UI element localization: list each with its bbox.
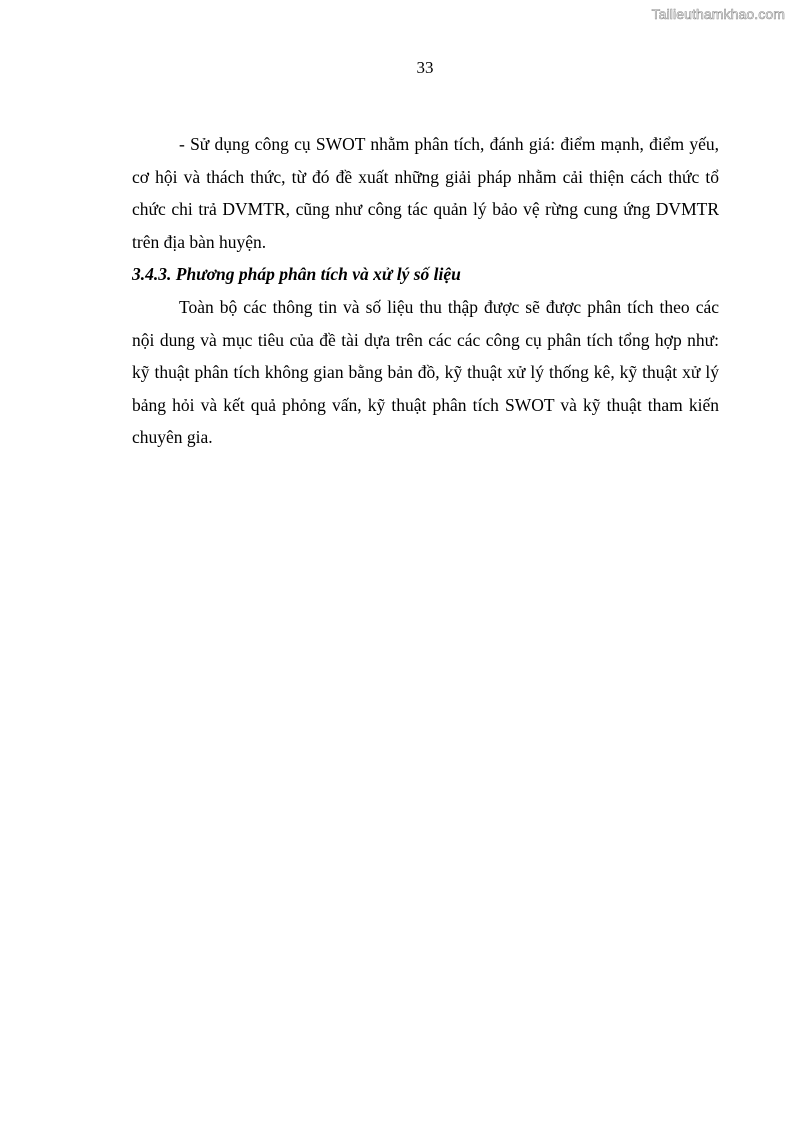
paragraph-swot: - Sử dụng công cụ SWOT nhằm phân tích, đánh giá: điểm mạnh, điểm yếu, cơ hội và thách thức, từ đó đề xuất những giải pháp nhằm cải thiện cách thức tổ chức chi trả DVMTR, cũng như công tác quản lý bảo vệ rừng cung ứng DVMTR trên địa bàn huyện. <box>132 134 719 252</box>
page-number: 33 <box>416 58 434 77</box>
paragraph-analysis: Toàn bộ các thông tin và số liệu thu thập được sẽ được phân tích theo các nội dung và mục tiêu của đề tài dựa trên các các công cụ phân tích tổng hợp như: kỹ thuật phân tích không gian bằng bản đồ, kỹ thuật xử lý thống kê, kỹ thuật xử lý bảng hỏi và kết quả phỏng vấn, kỹ thuật phân tích SWOT và kỹ thuật tham kiến chuyên gia. <box>132 296 719 448</box>
section-heading: 3.4.3. Phương pháp phân tích và xử lý số liệu <box>132 264 461 285</box>
watermark: Tailieuthamkhao.com <box>651 6 785 22</box>
page-body <box>132 128 719 454</box>
